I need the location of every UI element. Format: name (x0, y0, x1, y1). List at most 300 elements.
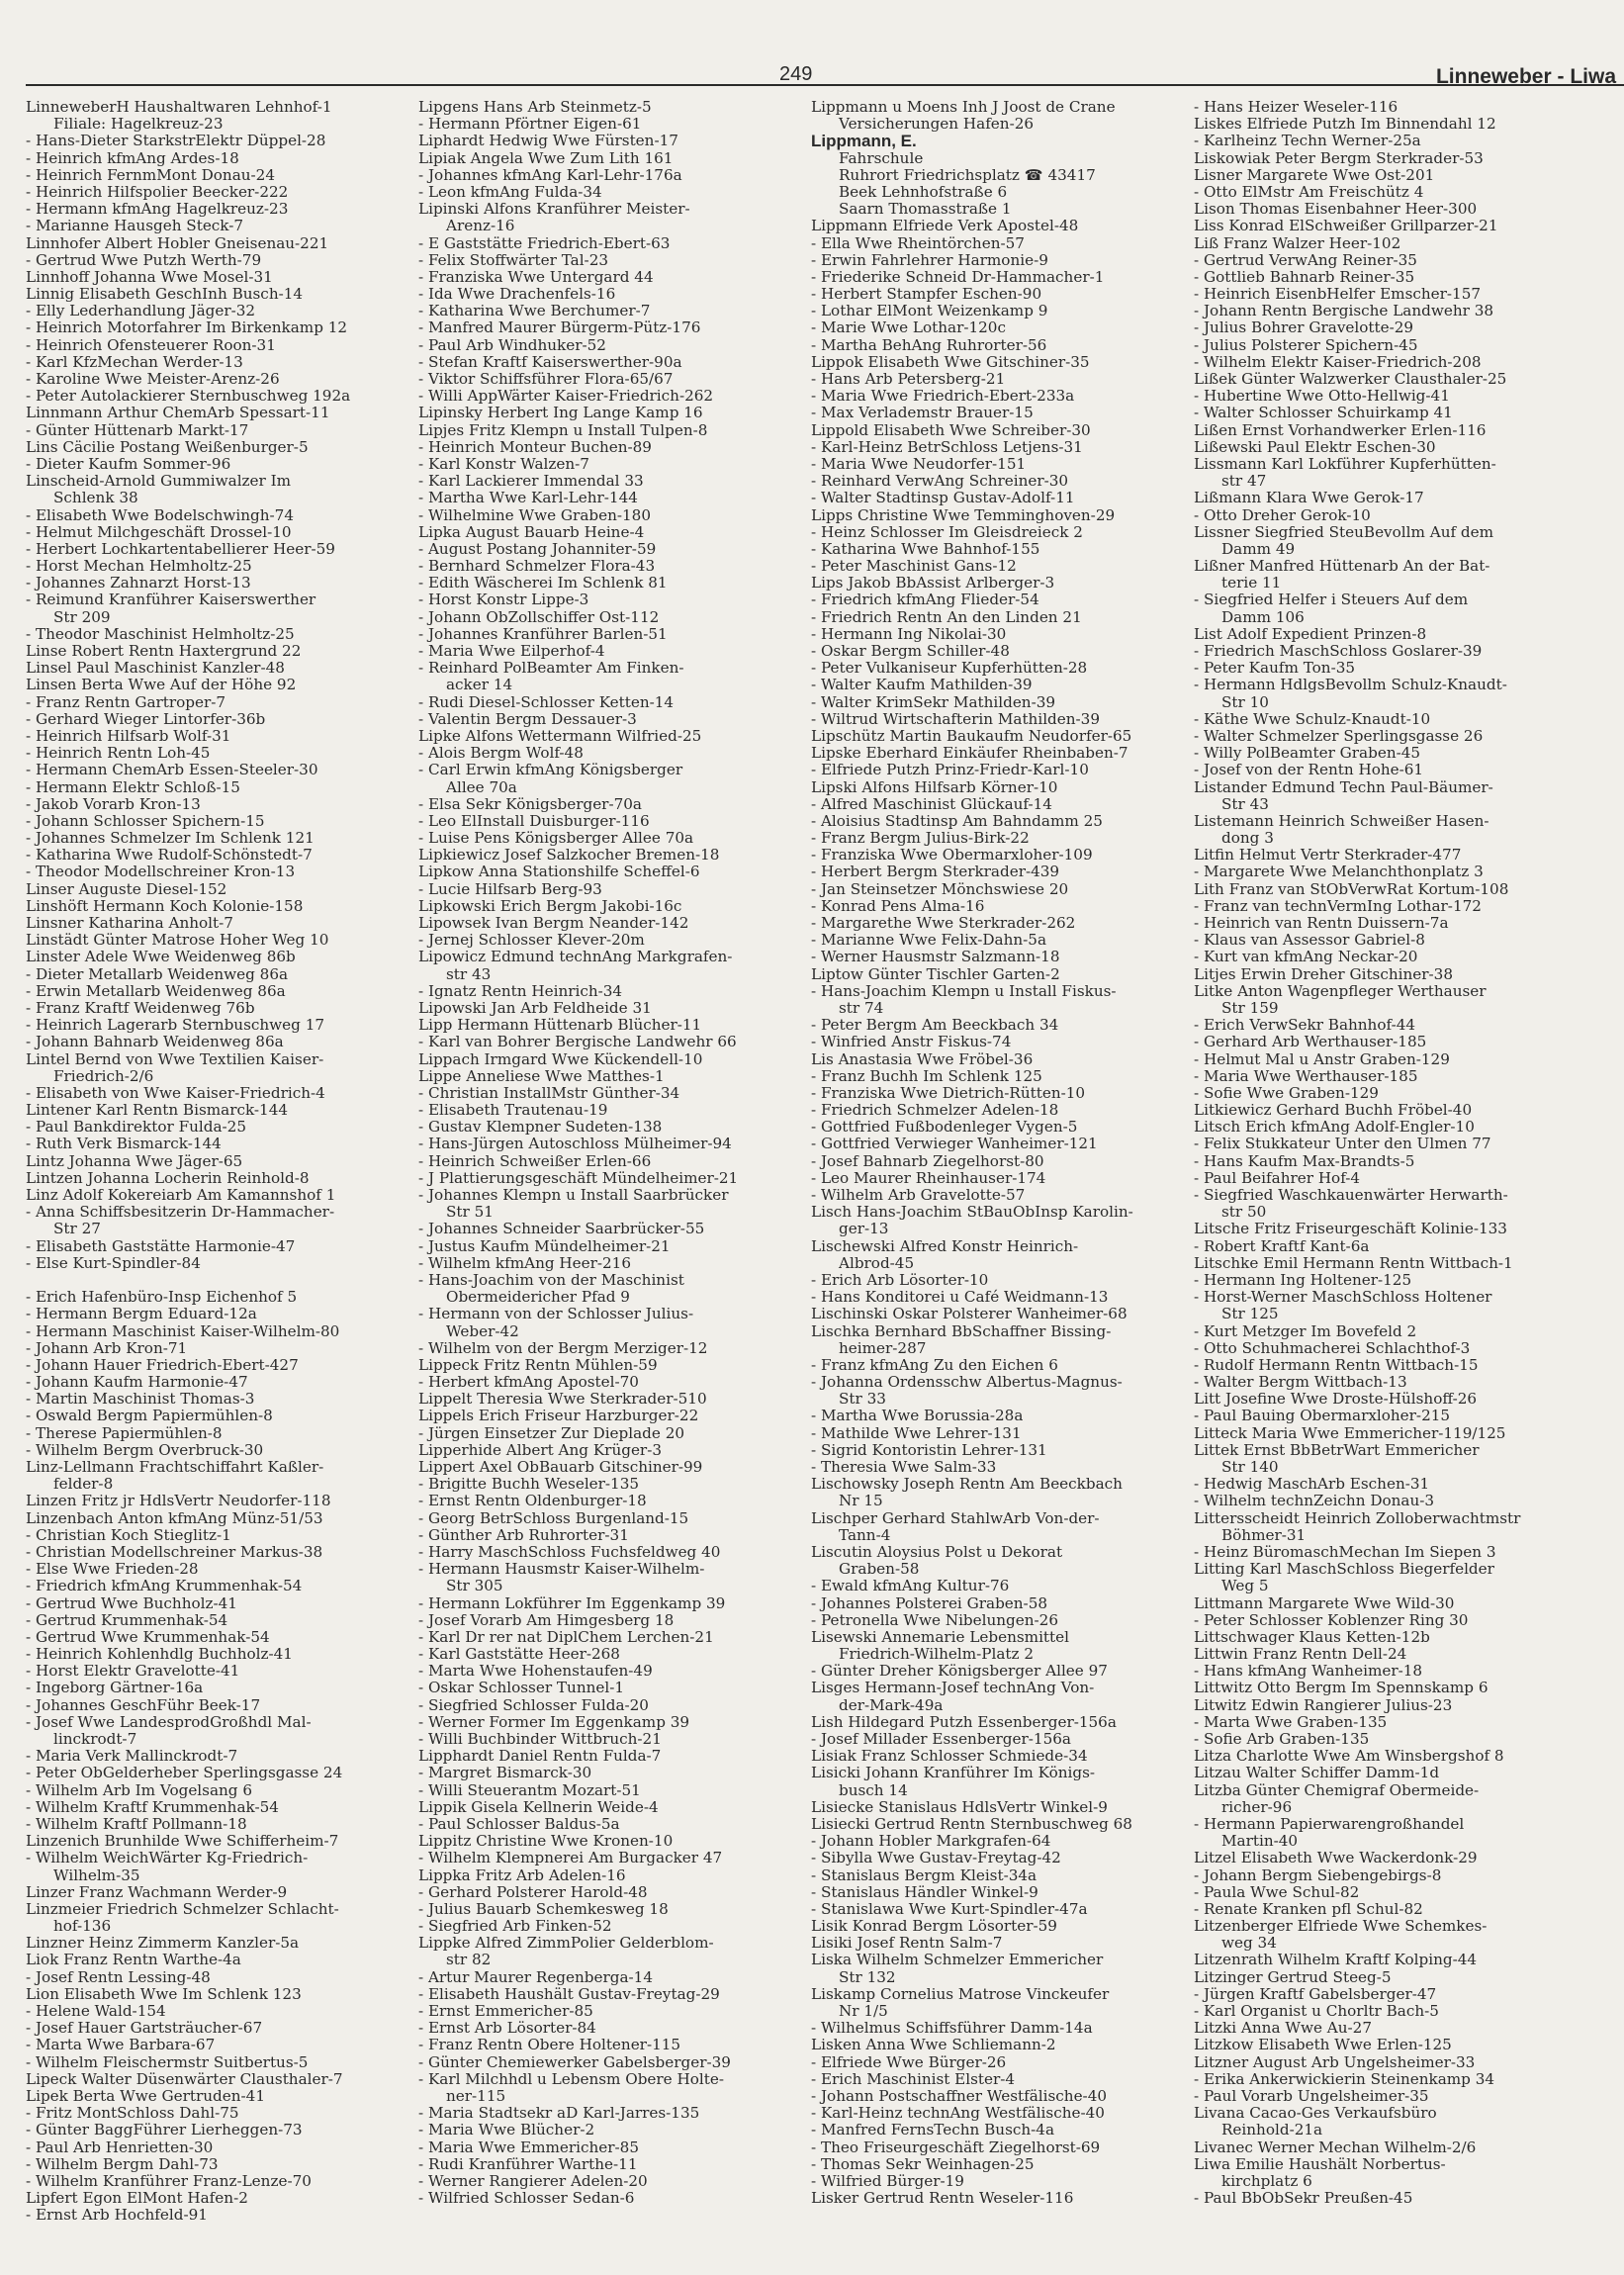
directory-entry-line: - Günther Arb Ruhrorter-31 (418, 1526, 629, 1544)
directory-entry-line: Lith Franz van StObVerwRat Kortum-108 (1194, 880, 1509, 898)
directory-entry-line: Lippmann, E. (811, 133, 917, 150)
directory-entry-line: Lipphardt Daniel Rentn Fulda-7 (418, 1748, 662, 1766)
directory-entry-line: Linz Adolf Kokereiarb Am Kamannshof 1 (26, 1187, 336, 1204)
directory-entry-line: Lipgens Hans Arb Steinmetz-5 (418, 99, 652, 116)
directory-entry-line: Lißner Manfred Hüttenarb An der Bat- (1194, 558, 1490, 576)
directory-entry-line: - Franz Rentn Obere Holtener-115 (418, 2037, 681, 2054)
directory-entry-line: Linzen Fritz jr HdlsVertr Neudorfer-118 (26, 1493, 331, 1510)
directory-entry-line: Linscheid-Arnold Gummiwalzer Im (26, 473, 292, 491)
directory-entry-line: kirchplatz 6 (1221, 2172, 1312, 2190)
directory-entry-line: - Sigrid Kontoristin Lehrer-131 (811, 1441, 1047, 1459)
directory-entry-line: - Wilhelm Bergm Overbruck-30 (26, 1441, 264, 1459)
directory-entry-line: Lisker Gertrud Rentn Weseler-116 (811, 2190, 1074, 2208)
directory-entry-line: - Heinrich Ofensteuerer Roon-31 (26, 336, 276, 354)
directory-entry-line: - Friederike Schneid Dr-Hammacher-1 (811, 268, 1105, 286)
directory-entry-line: - Lothar ElMont Weizenkamp 9 (811, 303, 1048, 320)
directory-entry-line: - Hermann Maschinist Kaiser-Wilhelm-80 (26, 1322, 340, 1340)
directory-entry-line: - Hans-Dieter StarkstrElektr Düppel-28 (26, 133, 326, 150)
directory-entry-line: - Hermann Hausmstr Kaiser-Wilhelm- (418, 1561, 705, 1579)
directory-entry-line: Litt Josefine Wwe Droste-Hülshoff-26 (1194, 1391, 1478, 1409)
directory-entry-line: - Käthe Wwe Schulz-Knaudt-10 (1194, 710, 1431, 728)
directory-entry-line: - Ernst Arb Lösorter-84 (418, 2020, 596, 2038)
directory-entry-line: Lißek Günter Walzwerker Clausthaler-25 (1194, 371, 1507, 388)
directory-entry-line: Lippka Fritz Arb Adelen-16 (418, 1866, 626, 1884)
directory-entry-line: - Günter BaggFührer Lierheggen-73 (26, 2122, 303, 2139)
directory-entry-line: - Josef Bahnarb Ziegelhorst-80 (811, 1152, 1044, 1170)
directory-entry-line: - Hermann HdlgsBevollm Schulz-Knaudt- (1194, 677, 1507, 694)
directory-entry-line: - Jernej Schlosser Klever-20m (418, 932, 645, 950)
directory-entry-line: - Herbert Stampfer Eschen-90 (811, 286, 1042, 304)
directory-entry-line: Linser Auguste Diesel-152 (26, 880, 227, 898)
directory-entry-line: - Konrad Pens Alma-16 (811, 897, 985, 915)
directory-entry-line: - Otto ElMstr Am Freischütz 4 (1194, 183, 1424, 201)
directory-entry-line: - Else Kurt-Spindler-84 (26, 1254, 201, 1272)
directory-entry-line: - Karl-Heinz technAng Westfälische-40 (811, 2105, 1105, 2123)
directory-entry-line: Lisner Margarete Wwe Ost-201 (1194, 166, 1435, 184)
directory-entry-line: - Siegfried Schlosser Fulda-20 (418, 1696, 649, 1714)
directory-entry-line: Lischewski Alfred Konstr Heinrich- (811, 1237, 1079, 1255)
directory-entry-line: - Therese Papiermühlen-8 (26, 1424, 223, 1442)
directory-entry-line: - Werner Hausmstr Salzmann-18 (811, 949, 1060, 966)
directory-entry-line: - Max Verlademstr Brauer-15 (811, 405, 1034, 422)
directory-entry-line: - Hermann Bergm Eduard-12a (26, 1306, 257, 1323)
directory-entry-line: - Wilhelm Bergm Dahl-73 (26, 2155, 219, 2173)
directory-entry-line: Linnig Elisabeth GeschInh Busch-14 (26, 286, 304, 304)
directory-entry-line: Lischowsky Joseph Rentn Am Beeckbach (811, 1476, 1123, 1494)
directory-entry-line: - Gertrud Wwe Krummenhak-54 (26, 1628, 270, 1646)
directory-entry-line: Martin-40 (1221, 1833, 1299, 1851)
directory-entry-line: - Karl Konstr Walzen-7 (418, 455, 589, 473)
directory-entry-line: Lipinsky Herbert Ing Lange Kamp 16 (418, 405, 703, 422)
directory-entry-line: - Gerhard Arb Werthauser-185 (1194, 1034, 1427, 1051)
directory-entry-line: - Gerhard Wieger Lintorfer-36b (26, 710, 266, 728)
directory-entry-line: - Hans-Jürgen Autoschloss Mülheimer-94 (418, 1136, 732, 1153)
directory-entry-line: Obermeidericher Pfad 9 (446, 1289, 630, 1307)
directory-entry-line: Lipiak Angela Wwe Zum Lith 161 (418, 149, 674, 167)
directory-entry-line: richer-96 (1221, 1798, 1293, 1816)
directory-entry-line: - Franziska Wwe Dietrich-Rütten-10 (811, 1084, 1086, 1102)
directory-entry-line: Lipske Eberhard Einkäufer Rheinbaben-7 (811, 745, 1128, 763)
directory-entry-line: Livana Cacao-Ges Verkaufsbüro (1194, 2105, 1437, 2123)
directory-entry-line: Lipowski Jan Arb Feldheide 31 (418, 999, 652, 1017)
directory-entry-line: - Margret Bismarck-30 (418, 1765, 592, 1782)
directory-entry-line: - Else Wwe Frieden-28 (26, 1561, 199, 1579)
directory-entry-line: Liskowiak Peter Bergm Sterkrader-53 (1194, 149, 1484, 167)
directory-entry-line: - Horst-Werner MaschSchloss Holtener (1194, 1289, 1492, 1307)
directory-entry-line: Liphardt Hedwig Wwe Fürsten-17 (418, 133, 678, 150)
directory-entry-line: Tann-4 (839, 1526, 891, 1544)
directory-entry-line: - Franz Rentn Gartroper-7 (26, 693, 226, 711)
directory-entry-line: - Paul BbObSekr Preußen-45 (1194, 2190, 1413, 2208)
directory-entry-line: - Friedrich MaschSchloss Goslarer-39 (1194, 643, 1483, 660)
directory-entry-line: heimer-287 (839, 1339, 927, 1357)
directory-entry-line: - Heinrich EisenbHelfer Emscher-157 (1194, 286, 1482, 304)
directory-entry-line: - Helmut Milchgeschäft Drossel-10 (26, 523, 292, 541)
directory-entry-line: - Katharina Wwe Bahnhof-155 (811, 540, 1040, 558)
directory-entry-line: - August Postang Johanniter-59 (418, 540, 657, 558)
directory-entry-line: Lipeck Walter Düsenwärter Clausthaler-7 (26, 2070, 343, 2088)
directory-entry-line: Arenz-16 (446, 218, 515, 235)
directory-entry-line: - Hermann Ing Holtener-125 (1194, 1271, 1412, 1289)
directory-entry-line: Linster Adele Wwe Weidenweg 86b (26, 949, 296, 966)
column-3 (811, 99, 1202, 2207)
directory-entry-line: - Josef Wwe LandesprodGroßhdl Mal- (26, 1713, 312, 1731)
directory-entry-line: Liskes Elfriede Putzh Im Binnendahl 12 (1194, 116, 1496, 134)
directory-entry-line: - Heinrich FernmMont Donau-24 (26, 166, 276, 184)
directory-entry-line: Lipps Christine Wwe Temminghoven-29 (811, 506, 1116, 524)
directory-entry-line: - Johann Hauer Friedrich-Ebert-427 (26, 1356, 299, 1374)
directory-entry-line: weg 34 (1221, 1935, 1277, 1953)
directory-entry-line: - Gertrud Krummenhak-54 (26, 1611, 228, 1629)
directory-entry-line: Lisiak Franz Schlosser Schmiede-34 (811, 1748, 1088, 1766)
directory-entry-line: Str 43 (1221, 795, 1269, 813)
directory-entry-line: Lißewski Paul Elektr Eschen-30 (1194, 438, 1436, 456)
directory-entry-line: Wilhelm-35 (53, 1866, 140, 1884)
directory-entry-line: - Ingeborg Gärtner-16a (26, 1680, 204, 1697)
directory-entry-line: Littwitz Otto Bergm Im Spennskamp 6 (1194, 1680, 1489, 1697)
directory-entry-line: - Margarete Wwe Melanchthonplatz 3 (1194, 864, 1484, 881)
directory-entry-line: - Johann Arb Kron-71 (26, 1339, 188, 1357)
directory-entry-line: - Karl Gaststätte Heer-268 (418, 1646, 620, 1664)
directory-entry-line: - J Plattierungsgeschäft Mündelheimer-21 (418, 1169, 739, 1187)
directory-entry-line: - Katharina Wwe Rudolf-Schönstedt-7 (26, 847, 313, 864)
directory-entry-line: - Heinrich Rentn Loh-45 (26, 745, 211, 763)
directory-entry-line: - Jakob Vorarb Kron-13 (26, 795, 201, 813)
directory-entry-line: - Hermann kfmAng Hagelkreuz-23 (26, 201, 289, 219)
directory-entry-line: Linsner Katharina Anholt-7 (26, 915, 233, 932)
directory-entry-line: - Werner Rangierer Adelen-20 (418, 2172, 648, 2190)
directory-entry-line: - Hedwig MaschArb Eschen-31 (1194, 1476, 1430, 1494)
directory-entry-line: - Christian InstallMstr Günther-34 (418, 1084, 680, 1102)
directory-entry-line: - Karoline Wwe Meister-Arenz-26 (26, 371, 280, 388)
directory-entry-line: Linzenich Brunhilde Wwe Schifferheim-7 (26, 1833, 339, 1851)
directory-entry-line: - Helmut Mal u Anstr Graben-129 (1194, 1050, 1450, 1068)
directory-entry-line: - Hans-Joachim Klempn u Install Fiskus- (811, 982, 1117, 1000)
directory-entry-line: - Martin Maschinist Thomas-3 (26, 1391, 255, 1409)
directory-entry-line: Lipp Hermann Hüttenarb Blücher-11 (418, 1017, 702, 1035)
directory-entry-line: str 82 (446, 1952, 492, 1969)
directory-entry-line: - Siegfried Waschkauenwärter Herwarth- (1194, 1187, 1508, 1204)
directory-entry-line: Graben-58 (839, 1561, 920, 1579)
directory-entry-line: Lischka Bernhard BbSchaffner Bissing- (811, 1322, 1112, 1340)
directory-entry-line: Lissmann Karl Lokführer Kupferhütten- (1194, 455, 1496, 473)
directory-entry-line: Damm 106 (1221, 608, 1305, 626)
directory-entry-line: Linstädt Günter Matrose Hoher Weg 10 (26, 932, 329, 950)
directory-entry-line: - Leo ElInstall Duisburger-116 (418, 812, 650, 830)
directory-entry-line: - Josef Hauer Gartsträucher-67 (26, 2020, 263, 2038)
directory-entry-line: - Gerhard Polsterer Harold-48 (418, 1883, 648, 1901)
directory-entry-line: - Ernst Emmericher-85 (418, 2003, 593, 2020)
directory-entry-line: - Josef Millader Essenberger-156a (811, 1731, 1071, 1748)
directory-entry-line: - Viktor Schiffsführer Flora-65/67 (418, 371, 674, 388)
directory-entry-line: Str 51 (446, 1204, 494, 1222)
directory-entry-line: Str 305 (446, 1578, 503, 1595)
directory-entry-line: Lipkow Anna Stationshilfe Scheffel-6 (418, 864, 700, 881)
directory-entry-line: - Franz Kraftf Weidenweg 76b (26, 999, 255, 1017)
directory-entry-line: Lippels Erich Friseur Harzburger-22 (418, 1408, 699, 1425)
directory-entry-line: - Martha Wwe Karl-Lehr-144 (418, 490, 638, 507)
directory-entry-line: Lippert Axel ObBauarb Gitschiner-99 (418, 1459, 703, 1476)
directory-entry-line: - Jürgen Einsetzer Zur Dieplade 20 (418, 1424, 685, 1442)
directory-entry-line: - Rudi Diesel-Schlosser Ketten-14 (418, 693, 675, 711)
directory-entry-line: LinneweberH Haushaltwaren Lehnhof-1 (26, 99, 332, 116)
directory-entry-line: Lippik Gisela Kellnerin Weide-4 (418, 1798, 659, 1816)
directory-entry-line: - Wilhelm Arb Im Vogelsang 6 (26, 1781, 253, 1799)
directory-entry-line: Friedrich-2/6 (53, 1067, 154, 1085)
directory-entry-line: Lins Cäcilie Postang Weißenburger-5 (26, 438, 309, 456)
directory-entry-line: - E Gaststätte Friedrich-Ebert-63 (418, 234, 671, 252)
directory-entry-line: - Wilfried Schlosser Sedan-6 (418, 2190, 635, 2208)
directory-entry-line: - Christian Koch Stieglitz-1 (26, 1526, 231, 1544)
directory-entry-line: - Robert Kraftf Kant-6a (1194, 1237, 1370, 1255)
directory-entry-line: Linsen Berta Wwe Auf der Höhe 92 (26, 677, 297, 694)
directory-entry-line: Lippmann Elfriede Verk Apostel-48 (811, 218, 1079, 235)
directory-entry-line: Linz-Lellmann Frachtschiffahrt Kaßler- (26, 1459, 324, 1476)
directory-entry-line: Lipinski Alfons Kranführer Meister- (418, 201, 690, 219)
directory-entry-line: Lipkowski Erich Bergm Jakobi-16c (418, 897, 682, 915)
directory-entry-line: - Erich Arb Lösorter-10 (811, 1271, 989, 1289)
directory-entry-line: Listemann Heinrich Schweißer Hasen- (1194, 812, 1489, 830)
directory-entry-line: Lintener Karl Rentn Bismarck-144 (26, 1102, 289, 1120)
directory-entry-line: Lips Jakob BbAssist Arlberger-3 (811, 575, 1055, 592)
directory-entry-line: - Artur Maurer Regenberga-14 (418, 1968, 654, 1986)
directory-entry-line: Littersscheidt Heinrich Zolloberwachtmstr (1194, 1509, 1521, 1527)
directory-entry-line: - Leo Maurer Rheinhauser-174 (811, 1169, 1046, 1187)
directory-entry-line: - Oskar Bergm Schiller-48 (811, 643, 1010, 660)
directory-entry-line: - Gustav Klempner Sudeten-138 (418, 1119, 663, 1137)
directory-entry-line: - Paul Schlosser Baldus-5a (418, 1815, 620, 1833)
directory-entry-line: Lisiecke Stanislaus HdlsVertr Winkel-9 (811, 1798, 1108, 1816)
directory-entry-line: Lish Hildegard Putzh Essenberger-156a (811, 1713, 1117, 1731)
directory-entry-line: - Paul Vorarb Ungelsheimer-35 (1194, 2087, 1429, 2105)
directory-entry-line: Lintel Bernd von Wwe Textilien Kaiser- (26, 1050, 324, 1068)
directory-entry-line: - Karlheinz Techn Werner-25a (1194, 133, 1421, 150)
directory-entry-line: - Marie Wwe Lothar-120c (811, 319, 1006, 337)
directory-entry-line: - Johann Bergm Siebengebirgs-8 (1194, 1866, 1442, 1884)
directory-entry-line: - Elisabeth Trautenau-19 (418, 1102, 608, 1120)
directory-entry-line: - Margarethe Wwe Sterkrader-262 (811, 915, 1076, 932)
directory-entry-line: Litzenrath Wilhelm Kraftf Kolping-44 (1194, 1952, 1478, 1969)
directory-entry-line: - Julius Polsterer Spichern-45 (1194, 336, 1418, 354)
directory-entry-line: - Hans Heizer Weseler-116 (1194, 99, 1398, 116)
directory-entry-line: - Stefan Kraftf Kaiserswerther-90a (418, 353, 682, 371)
directory-entry-line: - Franz van technVermIng Lothar-172 (1194, 897, 1482, 915)
directory-entry-line: - Erich Hafenbüro-Insp Eichenhof 5 (26, 1289, 298, 1307)
directory-entry-line: - Thomas Sekr Weinhagen-25 (811, 2155, 1035, 2173)
directory-entry-line: Lippok Elisabeth Wwe Gitschiner-35 (811, 353, 1090, 371)
directory-entry-line: Lintzen Johanna Locherin Reinhold-8 (26, 1169, 310, 1187)
directory-entry-line: Linnhoff Johanna Wwe Mosel-31 (26, 268, 273, 286)
directory-entry-line: - Wilhelm technZeichn Donau-3 (1194, 1493, 1435, 1510)
directory-entry-line: Lisik Konrad Bergm Lösorter-59 (811, 1918, 1057, 1936)
directory-entry-line: Litzba Günter Chemigraf Obermeide- (1194, 1781, 1480, 1799)
directory-entry-line: - Paula Wwe Schul-82 (1194, 1883, 1360, 1901)
directory-entry-line: - Georg BetrSchloss Burgenland-15 (418, 1509, 689, 1527)
directory-entry-line: - Otto Schuhmacherei Schlachthof-3 (1194, 1339, 1471, 1357)
directory-entry-line: - Hermann von der Schlosser Julius- (418, 1306, 694, 1323)
directory-entry-line: - Günter Hüttenarb Markt-17 (26, 421, 249, 439)
directory-entry-line: - Gertrud Wwe Putzh Werth-79 (26, 251, 262, 269)
directory-entry-line: - Kurt van kfmAng Neckar-20 (1194, 949, 1418, 966)
directory-entry-line: - Peter Maschinist Gans-12 (811, 558, 1017, 576)
directory-entry-line: - Siegfried Helfer i Steuers Auf dem (1194, 592, 1469, 609)
directory-entry-line: str 47 (1221, 473, 1267, 491)
directory-entry-line: - Reinhard PolBeamter Am Finken- (418, 660, 684, 678)
directory-entry-line: Litzner August Arb Ungelsheimer-33 (1194, 2053, 1476, 2071)
directory-entry-line: - Horst Konstr Lippe-3 (418, 592, 589, 609)
directory-entry-line: - Maria Wwe Werthauser-185 (1194, 1067, 1418, 1085)
directory-entry-line: - Hermann Ing Nikolai-30 (811, 625, 1007, 643)
directory-entry-line: - Ernst Rentn Oldenburger-18 (418, 1493, 647, 1510)
directory-entry-line: - Elisabeth Haushält Gustav-Freytag-29 (418, 1985, 720, 2003)
directory-entry-line: - Peter Schlosser Koblenzer Ring 30 (1194, 1611, 1469, 1629)
directory-entry-line: Saarn Thomasstraße 1 (839, 201, 1012, 219)
directory-entry-line: - Alfred Maschinist Glückauf-14 (811, 795, 1052, 813)
directory-entry-line: - Maria Wwe Friedrich-Ebert-233a (811, 388, 1075, 406)
directory-entry-line: - Johannes GeschFühr Beek-17 (26, 1696, 261, 1714)
directory-entry-line: Linshöft Hermann Koch Kolonie-158 (26, 897, 304, 915)
directory-entry-line: - Franz Buchh Im Schlenk 125 (811, 1067, 1042, 1085)
directory-entry-line: - Wilhelm Kraftf Pollmann-18 (26, 1815, 247, 1833)
directory-entry-line: ner-115 (446, 2087, 506, 2105)
directory-entry-line: - Walter Schlosser Schuirkamp 41 (1194, 405, 1453, 422)
directory-entry-line: Linzmeier Friedrich Schmelzer Schlacht- (26, 1900, 339, 1918)
directory-entry-line: - Otto Dreher Gerok-10 (1194, 506, 1371, 524)
directory-entry-line: Littschwager Klaus Ketten-12b (1194, 1628, 1430, 1646)
directory-entry-line: - Friedrich kfmAng Krummenhak-54 (26, 1578, 303, 1595)
directory-entry-line: - Wilhelm Kraftf Krummenhak-54 (26, 1798, 279, 1816)
directory-entry-line: - Sibylla Wwe Gustav-Freytag-42 (811, 1850, 1061, 1867)
directory-entry-line: - Wilhelm von der Bergm Merziger-12 (418, 1339, 708, 1357)
directory-entry-line: - Elly Lederhandlung Jäger-32 (26, 303, 256, 320)
directory-entry-line: Lippelt Theresia Wwe Sterkrader-510 (418, 1391, 707, 1409)
directory-entry-line: - Reinhard VerwAng Schreiner-30 (811, 473, 1069, 491)
directory-entry-line: Lißen Ernst Vorhandwerker Erlen-116 (1194, 421, 1487, 439)
directory-entry-line: - Peter Vulkaniseur Kupferhütten-28 (811, 660, 1088, 678)
directory-entry-line: - Franz kfmAng Zu den Eichen 6 (811, 1356, 1058, 1374)
directory-entry-line: - Erich Maschinist Elster-4 (811, 2070, 1016, 2088)
directory-entry-line: - Julius Bohrer Gravelotte-29 (1194, 319, 1414, 337)
directory-entry-line: Filiale: Hagelkreuz-23 (53, 116, 224, 134)
directory-entry-line: Litschke Emil Hermann Rentn Wittbach-1 (1194, 1254, 1513, 1272)
directory-entry-line: - Marta Wwe Barbara-67 (26, 2037, 216, 2054)
directory-entry-line: - Friedrich Schmelzer Adelen-18 (811, 1102, 1059, 1120)
directory-entry-line: Böhmer-31 (1221, 1526, 1307, 1544)
directory-entry-line: - Erwin Fahrlehrer Harmonie-9 (811, 251, 1048, 269)
directory-entry-line: - Carl Erwin kfmAng Königsberger (418, 762, 683, 779)
directory-entry-line: - Wilfried Bürger-19 (811, 2172, 964, 2190)
page-number: 249 (779, 63, 813, 85)
directory-entry-line: Allee 70a (446, 778, 517, 796)
directory-entry-line: Liptow Günter Tischler Garten-2 (811, 965, 1060, 983)
directory-entry-line: - Franziska Wwe Obermarxloher-109 (811, 847, 1093, 864)
directory-entry-line: - Johanna Ordensschw Albertus-Magnus- (811, 1374, 1123, 1392)
directory-entry-line: - Sofie Arb Graben-135 (1194, 1731, 1370, 1748)
column-1 (26, 99, 416, 2224)
directory-entry-line: - Herbert kfmAng Apostel-70 (418, 1374, 639, 1392)
directory-entry-line: - Theresia Wwe Salm-33 (811, 1459, 997, 1476)
directory-entry-line: - Werner Former Im Eggenkamp 39 (418, 1713, 690, 1731)
directory-entry-line: busch 14 (839, 1781, 908, 1799)
directory-entry-line: - Martha Wwe Borussia-28a (811, 1408, 1024, 1425)
directory-entry-line: - Erwin Metallarb Weidenweg 86a (26, 982, 286, 1000)
directory-entry-line: Ruhrort Friedrichsplatz ☎ 43417 (839, 166, 1096, 184)
directory-entry-line: - Johann Postschaffner Westfälische-40 (811, 2087, 1108, 2105)
directory-entry-line: - Dieter Metallarb Weidenweg 86a (26, 965, 289, 983)
directory-entry-line: - Johann Schlosser Spichern-15 (26, 812, 265, 830)
directory-entry-line: str 43 (446, 965, 492, 983)
directory-entry-line: - Stanislaus Bergm Kleist-34a (811, 1866, 1038, 1884)
directory-entry-line: - Wilhelm kfmAng Heer-216 (418, 1254, 631, 1272)
directory-entry-line: str 74 (839, 999, 884, 1017)
directory-entry-line: - Brigitte Buchh Weseler-135 (418, 1476, 640, 1494)
directory-entry-line: Liwa Emilie Haushält Norbertus- (1194, 2155, 1446, 2173)
directory-entry-line: Lippeck Fritz Rentn Mühlen-59 (418, 1356, 658, 1374)
directory-entry-line: Str 159 (1221, 999, 1279, 1017)
directory-entry-line: Lipek Berta Wwe Gertruden-41 (26, 2087, 265, 2105)
directory-entry-line: - Wilhelm WeichWärter Kg-Friedrich- (26, 1850, 309, 1867)
directory-entry-line: - Johann ObZollschiffer Ost-112 (418, 608, 660, 626)
directory-entry-line: - Wilhelm Arb Gravelotte-57 (811, 1187, 1026, 1204)
directory-entry-line: - Alois Bergm Wolf-48 (418, 745, 584, 763)
directory-entry-line: - Felix Stoffwärter Tal-23 (418, 251, 609, 269)
directory-entry-line: - Ida Wwe Drachenfels-16 (418, 286, 616, 304)
directory-entry-line: der-Mark-49a (839, 1696, 944, 1714)
directory-entry-line: - Willy PolBeamter Graben-45 (1194, 745, 1421, 763)
running-head: Linneweber - Liwa (1435, 65, 1616, 88)
directory-entry-line: - Ruth Verk Bismarck-144 (26, 1136, 222, 1153)
directory-entry-line: - Maria Wwe Blücher-2 (418, 2122, 595, 2139)
directory-entry-line: - Aloisius Stadtinsp Am Bahndamm 25 (811, 812, 1103, 830)
directory-entry-line: - Karl Dr rer nat DiplChem Lerchen-21 (418, 1628, 714, 1646)
directory-entry-line: - Johann Bahnarb Weidenweg 86a (26, 1034, 284, 1051)
directory-entry-line: - Rudi Kranführer Warthe-11 (418, 2155, 638, 2173)
directory-entry-line: - Anna Schiffsbesitzerin Dr-Hammacher- (26, 1204, 335, 1222)
directory-entry-line: - Gertrud VerwAng Reiner-35 (1194, 251, 1417, 269)
directory-entry-line: Litzkow Elisabeth Wwe Erlen-125 (1194, 2037, 1452, 2054)
directory-entry-line: Litwitz Edwin Rangierer Julius-23 (1194, 1696, 1453, 1714)
directory-entry-line: - Wilhelm Fleischermstr Suitbertus-5 (26, 2053, 309, 2071)
directory-entry-line: Liß Franz Walzer Heer-102 (1194, 234, 1401, 252)
directory-entry-line: Litza Charlotte Wwe Am Winsbergshof 8 (1194, 1748, 1504, 1766)
page-header (0, 0, 1624, 88)
directory-entry-line: - Bernhard Schmelzer Flora-43 (418, 558, 656, 576)
directory-entry-line: - Karl-Heinz BetrSchloss Letjens-31 (811, 438, 1083, 456)
directory-entry-line: - Klaus van Assessor Gabriel-8 (1194, 932, 1425, 950)
directory-entry-line: Str 27 (53, 1221, 101, 1238)
directory-entry-line: - Paul Arb Windhuker-52 (418, 336, 606, 354)
directory-entry-line: - Marta Wwe Graben-135 (1194, 1713, 1388, 1731)
directory-entry-line: - Jan Steinsetzer Mönchswiese 20 (811, 880, 1069, 898)
directory-entry-line: Liss Konrad ElSchweißer Grillparzer-21 (1194, 218, 1498, 235)
directory-entry-line: Friedrich-Wilhelm-Platz 2 (839, 1646, 1035, 1664)
directory-entry-line: Litsch Erich kfmAng Adolf-Engler-10 (1194, 1119, 1475, 1137)
column-4 (1194, 99, 1584, 2207)
directory-entry-line: - Walter Stadtinsp Gustav-Adolf-11 (811, 490, 1075, 507)
directory-entry-line: - Stanislaus Händler Winkel-9 (811, 1883, 1038, 1901)
directory-entry-line: - Johannes Polsterei Graben-58 (811, 1594, 1048, 1612)
directory-entry-line: Beek Lehnhofstraße 6 (839, 183, 1008, 201)
directory-entry-line: Str 10 (1221, 693, 1269, 711)
directory-entry-line: Weber-42 (446, 1322, 519, 1340)
directory-entry-line: - Gottfried Fußbodenleger Vygen-5 (811, 1119, 1078, 1137)
directory-entry-line: Linzner Heinz Zimmerm Kanzler-5a (26, 1935, 300, 1953)
directory-entry-line: - Heinrich Hilfsarb Wolf-31 (26, 727, 231, 745)
directory-entry-line (26, 1272, 416, 1289)
directory-entry-line: Lißmann Klara Wwe Gerok-17 (1194, 490, 1424, 507)
directory-entry-line: Weg 5 (1221, 1578, 1269, 1595)
directory-entry-line: - Siegfried Arb Finken-52 (418, 1918, 612, 1936)
